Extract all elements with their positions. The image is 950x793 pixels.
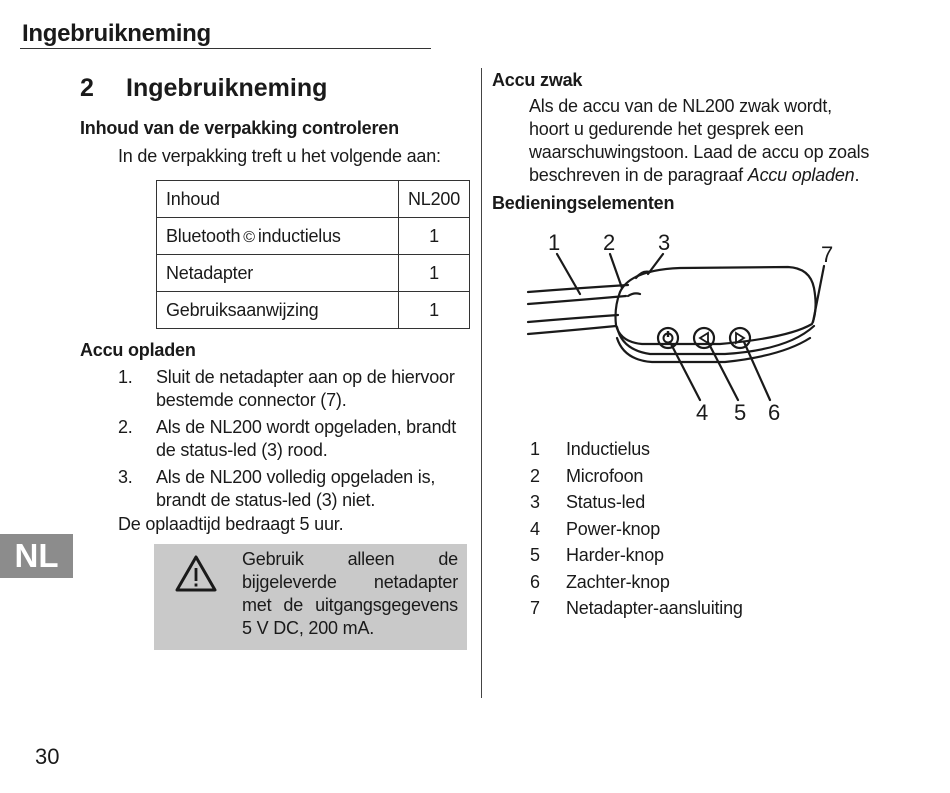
running-header: Ingebruikneming (22, 20, 211, 47)
component-number: 7 (530, 598, 540, 618)
table-header-cell: NL200 (399, 181, 470, 218)
device-body (616, 267, 816, 344)
list-item (118, 416, 463, 462)
component-number: 2 (530, 465, 540, 486)
callout-6: 6 (768, 400, 781, 425)
charge-time: De oplaadtijd bedraagt 5 uur. (118, 514, 344, 534)
controls-heading: Bedieningselementen (492, 193, 675, 213)
power-icon (664, 331, 673, 343)
component-label: Zachter-knop (566, 571, 670, 592)
step-text: Als de NL200 volledig opgeladen is, brandt de status-led (3) niet. (156, 467, 436, 510)
list-item (530, 571, 860, 598)
component-label: Inductielus (566, 439, 650, 459)
table-cell-text: Bluetooth (166, 225, 241, 246)
contents-table (156, 180, 470, 329)
callout-3: 3 (658, 230, 671, 255)
callout-line-5 (708, 342, 738, 400)
loop-cord-line (528, 326, 616, 334)
table-cell: 1 (399, 218, 470, 255)
battery-text-main: Als de accu van de NL200 zwak wordt, hoort u gedurende het gesprek een waarschuwingstoon. Laad de accu op zoals beschreven in de paragraaf (529, 96, 870, 185)
table-cell: 1 (399, 255, 470, 292)
callout-7: 7 (821, 242, 834, 267)
component-number: 3 (530, 492, 540, 512)
table-cell: Netadapter (157, 255, 399, 292)
header-rule (20, 48, 431, 49)
step-number: 1. (118, 367, 133, 387)
page-number: 30 (35, 744, 60, 769)
step-number: 2. (118, 417, 133, 437)
loop-cord-line (528, 296, 626, 304)
component-list (530, 438, 860, 624)
callout-4: 4 (696, 400, 709, 425)
section-title-text: Ingebruikneming (126, 74, 328, 102)
list-item (530, 518, 860, 545)
table-header-cell: Inhoud (157, 181, 399, 218)
registered-mark: © (243, 228, 255, 246)
step-text: Als de NL200 wordt opgeladen, brandt de status-led (3) rood. (156, 417, 457, 460)
list-item (530, 544, 860, 571)
table-row (157, 218, 470, 255)
battery-text-end: . (854, 165, 860, 185)
list-item (118, 366, 463, 412)
list-item (530, 438, 860, 465)
component-number: 5 (530, 545, 540, 565)
callout-line-4 (670, 342, 700, 400)
component-label: Harder-knop (566, 545, 664, 565)
component-label: Microfoon (566, 465, 644, 486)
battery-text-reference: Accu opladen (747, 165, 855, 185)
package-intro: In de verpakking treft u het volgende aan: (118, 146, 441, 166)
table-cell-text: inductielus (257, 225, 341, 246)
component-number: 4 (530, 518, 540, 539)
section-number: 2 (80, 74, 94, 102)
table-cell: Gebruiksaanwijzing (157, 292, 399, 329)
loop-cord-line (528, 315, 618, 322)
warning-triangle-icon (174, 554, 218, 594)
component-number: 6 (530, 571, 540, 592)
charge-heading: Accu opladen (80, 340, 196, 360)
list-item (530, 491, 860, 518)
step-number: 3. (118, 467, 133, 487)
device-diagram (520, 230, 850, 430)
battery-heading: Accu zwak (492, 70, 583, 90)
table-cell: 1 (399, 292, 470, 329)
component-label: Power-knop (566, 518, 661, 539)
column-divider (481, 68, 482, 698)
list-item (530, 465, 860, 492)
language-tab: NL (0, 534, 73, 578)
callout-1: 1 (548, 230, 561, 255)
list-item (118, 466, 463, 512)
section-title (80, 74, 327, 103)
component-label: Netadapter-aansluiting (566, 598, 743, 618)
charge-steps (118, 366, 463, 516)
callout-2: 2 (603, 230, 616, 255)
callout-line-2 (610, 254, 622, 288)
table-header-row (157, 181, 470, 218)
microphone-mark (628, 293, 640, 296)
volume-up-icon (700, 333, 708, 343)
volume-down-button-outline (730, 328, 750, 348)
table-cell (157, 218, 399, 255)
table-row (157, 255, 470, 292)
callout-5: 5 (734, 400, 747, 425)
package-heading: Inhoud van de verpakking controleren (80, 118, 399, 138)
warning-box (154, 544, 467, 650)
warning-text: Gebruik alleen de bijgeleverde netadapter met de uitgangsgegevens 5 V DC, 200 mA. (242, 549, 458, 638)
list-item (530, 597, 860, 624)
component-label: Status-led (566, 492, 646, 512)
component-number: 1 (530, 439, 540, 459)
battery-text (529, 95, 875, 187)
table-row (157, 292, 470, 329)
step-text: Sluit de netadapter aan op de hiervoor bestemde connector (7). (156, 367, 455, 410)
